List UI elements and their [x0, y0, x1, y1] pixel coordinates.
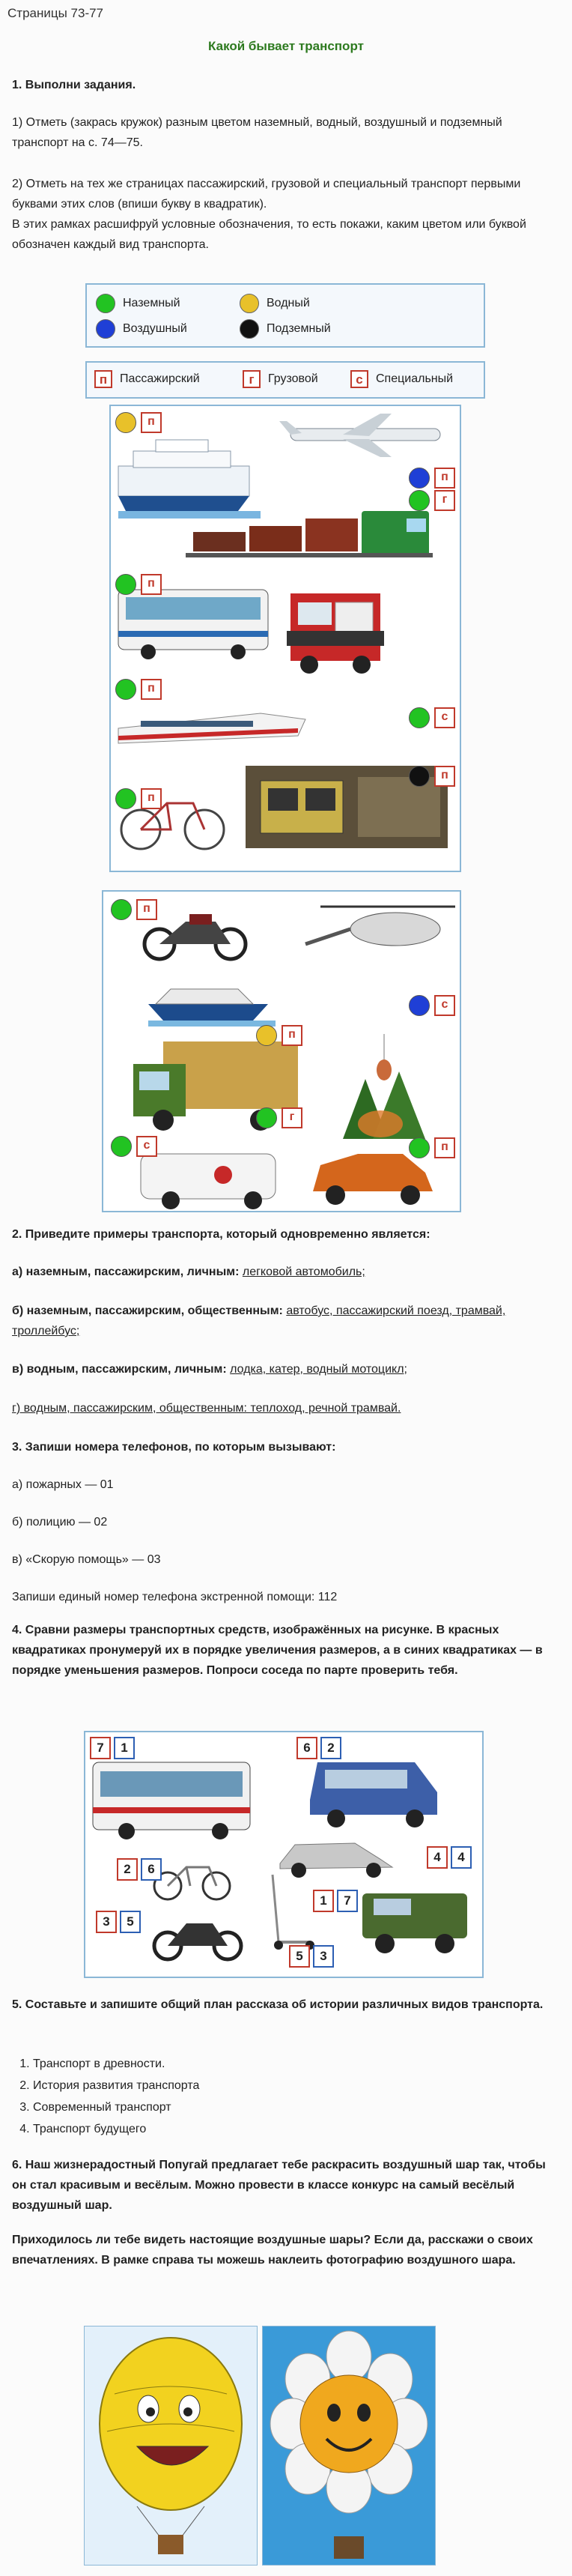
high-speed-train-icon	[118, 713, 305, 743]
task2-d: г) водным, пассажирским, общественным: теплоход, речной трамвай.	[12, 1402, 401, 1415]
task1-p2: 2) Отметь на тех же страницах пассажирский, грузовой и специальный транспорт первыми буквами этих слов (впиши букву в квадратик).	[12, 178, 521, 211]
legend-air: Воздушный	[96, 319, 187, 339]
letter-legend	[85, 361, 485, 399]
mark-bicycle: п	[115, 788, 162, 809]
plan-item: 4. Транспорт будущего	[33, 2118, 199, 2140]
airplane-icon	[279, 414, 440, 457]
plan-item: 3. Современный транспорт	[33, 2096, 199, 2118]
mark-heli: с	[409, 995, 455, 1016]
task1-heading: 1. Выполни задания.	[12, 79, 136, 91]
fire-truck-icon	[287, 593, 384, 674]
task1-p1: 1) Отметь (закрась кружок) разным цветом наземный, водный, воздушный и подземный транспорт на с. 74—75.	[12, 116, 502, 149]
legend-passenger: п Пассажирский	[94, 370, 200, 388]
mark-ship: п	[115, 412, 162, 433]
pair-scooter: 1 7	[313, 1890, 358, 1912]
moto-icon	[154, 1923, 241, 1959]
smiley-balloon-icon	[85, 2326, 257, 2565]
size-compare-illustration	[85, 1732, 482, 1977]
black-dot-icon	[240, 319, 259, 339]
task6-heading: 6. Наш жизнерадостный Попугай предлагает тебе раскрасить воздушный шар так, чтобы он стал красивым и весёлым. Можно провести в классе конкурс на самый весёлый воздушный шар.	[12, 2159, 546, 2212]
helicopter-icon	[305, 907, 455, 946]
balloon-frame-left	[84, 2326, 258, 2566]
pages-header: Страницы 73-77	[7, 6, 104, 20]
legend-cargo: г Грузовой	[243, 370, 318, 388]
mark-plane: п	[409, 468, 455, 489]
task2-c: в) водным, пассажирским, личным: лодка, катер, водный мотоцикл;	[12, 1363, 407, 1376]
transport-panel-1	[109, 405, 461, 872]
mark-car: п	[409, 1137, 455, 1158]
plan-item: 1. Транспорт в древности.	[33, 2053, 199, 2075]
task6-question: Приходилось ли тебе видеть настоящие воздушные шары? Если да, расскажи о своих впечатлениях. В рамке справа ты можешь наклеить фотографию воздушного шара.	[12, 2234, 533, 2267]
flower-balloon-icon	[263, 2326, 435, 2565]
task2-heading: 2. Приведите примеры транспорта, который одновременно является:	[12, 1228, 430, 1241]
jeep-icon	[362, 1893, 467, 1953]
color-legend	[85, 283, 485, 348]
task3-heading: 3. Запиши номера телефонов, по которым вызывают:	[12, 1441, 336, 1454]
pair-bus: 7 1	[90, 1737, 135, 1759]
panel2-illustration	[103, 892, 460, 1211]
yellow-dot-icon	[240, 294, 259, 313]
page-title: Какой бывает транспорт	[208, 39, 364, 53]
forest-fire-scene-icon	[343, 1034, 425, 1139]
car-icon	[313, 1154, 433, 1205]
balloon-frame-right	[262, 2326, 436, 2566]
ambulance-icon	[141, 1154, 276, 1209]
legend-special: с Специальный	[350, 370, 453, 388]
task3-b: б) полицию — 02	[12, 1516, 108, 1529]
bicycle-icon	[121, 803, 224, 849]
kick-scooter-icon	[273, 1875, 314, 1950]
mark-bus: п	[115, 574, 162, 595]
task3-c: в) «Скорую помощь» — 03	[12, 1553, 161, 1566]
legend-water: Водный	[240, 294, 310, 313]
bus-icon	[118, 590, 268, 659]
task2-a: а) наземным, пассажирским, личным: легковой автомобиль;	[12, 1266, 365, 1278]
plan-list	[12, 2053, 199, 2140]
legend-underground: Подземный	[240, 319, 331, 339]
task4-heading: 4. Сравни размеры транспортных средств, изображённых на рисунке. В красных квадратиках пронумеруй их в порядке увеличения размеров, а в синих квадратиках — в порядке уменьшения размеров. Попроси соседа по парте проверить тебя.	[12, 1624, 543, 1677]
legend-ground: Наземный	[96, 294, 180, 313]
mark-firetruck: с	[409, 707, 455, 728]
pair-motorcycle: 3 5	[96, 1911, 141, 1933]
sedan-icon	[280, 1843, 392, 1878]
mark-metro: п	[409, 766, 455, 787]
mark-moto: п	[111, 899, 157, 920]
bike-icon	[154, 1867, 230, 1899]
pair-bicycle: 2 6	[117, 1858, 162, 1881]
minivan-icon	[310, 1762, 437, 1827]
green-dot-icon	[96, 294, 115, 313]
city-bus-icon	[93, 1762, 250, 1839]
mark-boat: п	[256, 1025, 302, 1046]
task3-a: а) пожарных — 01	[12, 1478, 114, 1491]
pair-van: 6 2	[296, 1737, 341, 1759]
size-compare-panel	[84, 1731, 484, 1978]
mark-train: г	[409, 490, 455, 511]
pair-sedan: 4 4	[427, 1846, 472, 1869]
blue-dot-icon	[96, 319, 115, 339]
motorcycle-icon	[144, 914, 246, 959]
plan-item: 2. История развития транспорта	[33, 2075, 199, 2096]
speedboat-icon	[148, 989, 276, 1027]
task2-b: б) наземным, пассажирским, общественным: автобус, пассажирский поезд, трамвай, троллейбус;	[12, 1304, 506, 1337]
pair-jeep: 5 3	[289, 1945, 334, 1968]
panel1-illustration	[111, 406, 460, 871]
task3-d: Запиши единый номер телефона экстренной помощи: 112	[12, 1591, 338, 1603]
task1-p3: В этих рамках расшифруй условные обозначения, то есть покажи, каким цветом или буквой обозначен каждый вид транспорта.	[12, 218, 526, 251]
task5-heading: 5. Составьте и запишите общий план рассказа об истории различных видов транспорта.	[12, 1998, 544, 2011]
mark-fasttrain: п	[115, 679, 162, 700]
mark-truck: г	[256, 1107, 302, 1128]
mark-ambulance: с	[111, 1136, 157, 1157]
cruise-ship-icon	[118, 440, 261, 518]
transport-panel-2	[102, 890, 461, 1212]
